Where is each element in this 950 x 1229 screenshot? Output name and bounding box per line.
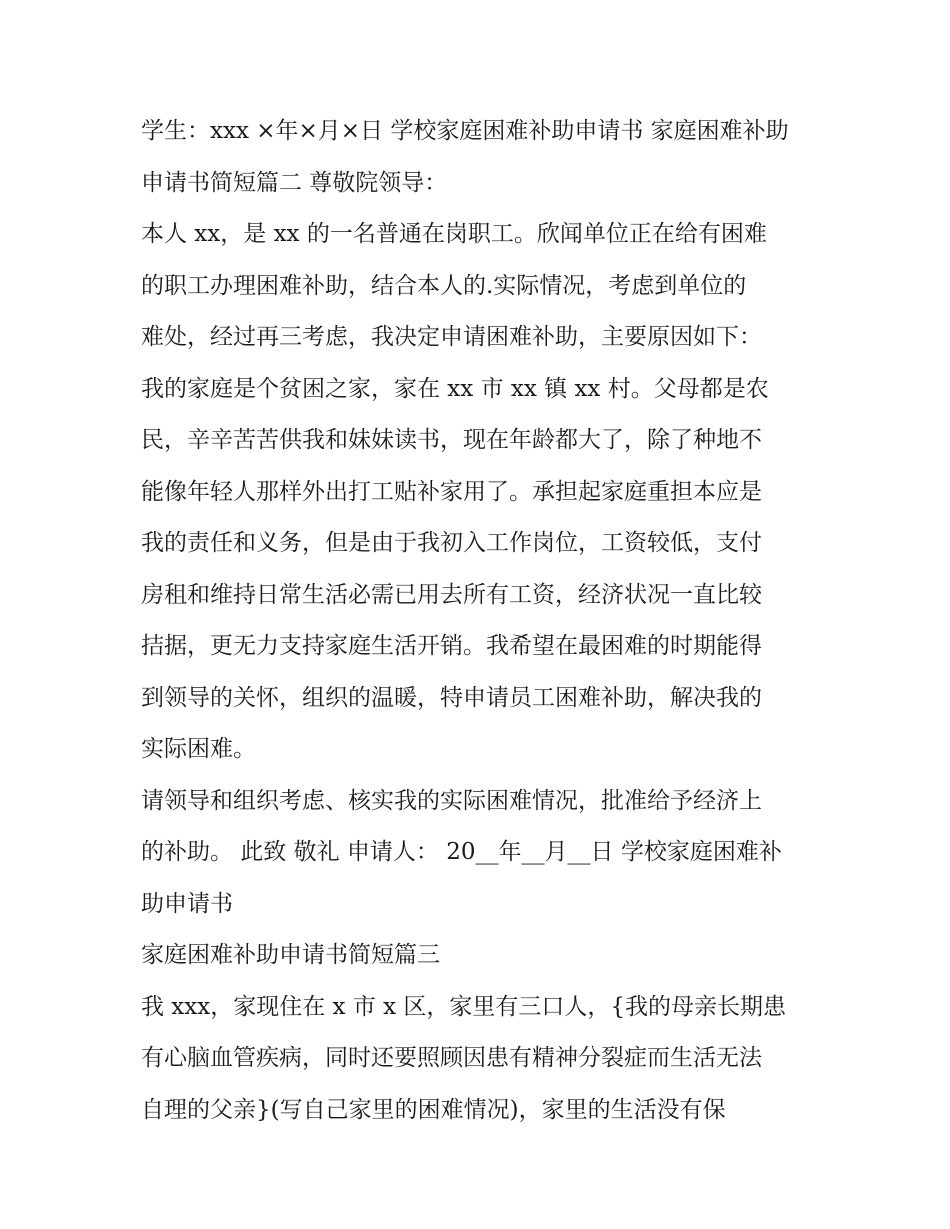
- text-line: 自理的父亲}(写自己家里的困难情况)，家里的生活没有保: [141, 1096, 726, 1123]
- text-line: 的职工办理困难补助，结合本人的.实际情况，考虑到单位的: [141, 272, 747, 299]
- text-line: 能像年轻人那样外出打工贴补家用了。承担起家庭重担本应是: [141, 478, 762, 505]
- text-line: 本人 xx，是 xx 的一名普通在岗职工。欣闻单位正在给有困难: [141, 221, 767, 247]
- text-line: 请领导和组织考虑、核实我的实际困难情况，批准给予经济上: [141, 787, 762, 814]
- text-line: 助申请书: [141, 890, 233, 917]
- text-line: 我 xxx，家现住在 x 市 x 区，家里有三口人，{我的母亲长期患: [141, 993, 787, 1020]
- text-line: 学生：xxx ×年×月×日 学校家庭困难补助申请书 家庭困难补助: [141, 118, 789, 144]
- text-line: 民，辛辛苦苦供我和妹妹读书，现在年龄都大了，除了种地不: [141, 427, 762, 453]
- text-line: 我的责任和义务，但是由于我初入工作岗位，工资较低，支付: [141, 530, 762, 556]
- text-line: 到领导的关怀，组织的温暖，特申请员工困难补助，解决我的: [141, 684, 762, 711]
- text-line: 房租和维持日常生活必需已用去所有工资，经济状况一直比较: [141, 581, 762, 608]
- text-line: 难处，经过再三考虑，我决定申请困难补助，主要原因如下：: [141, 324, 762, 350]
- document-body: [141, 106, 821, 1136]
- text-line: 的补助。 此致 敬礼 申请人： 20__年__月__日 学校家庭困难补: [141, 839, 782, 865]
- text-line: 拮据，更无力支持家庭生活开销。我希望在最困难的时期能得: [141, 633, 762, 659]
- section-heading: 家庭困难补助申请书简短篇三: [141, 942, 440, 968]
- text-line: 我的家庭是个贫困之家，家在 xx 市 xx 镇 xx 村。父母都是农: [141, 375, 769, 402]
- text-line: 申请书简短篇二 尊敬院领导：: [141, 169, 448, 196]
- text-line: 实际困难。: [141, 736, 256, 762]
- text-line: 有心脑血管疾病，同时还要照顾因患有精神分裂症而生活无法: [141, 1045, 762, 1071]
